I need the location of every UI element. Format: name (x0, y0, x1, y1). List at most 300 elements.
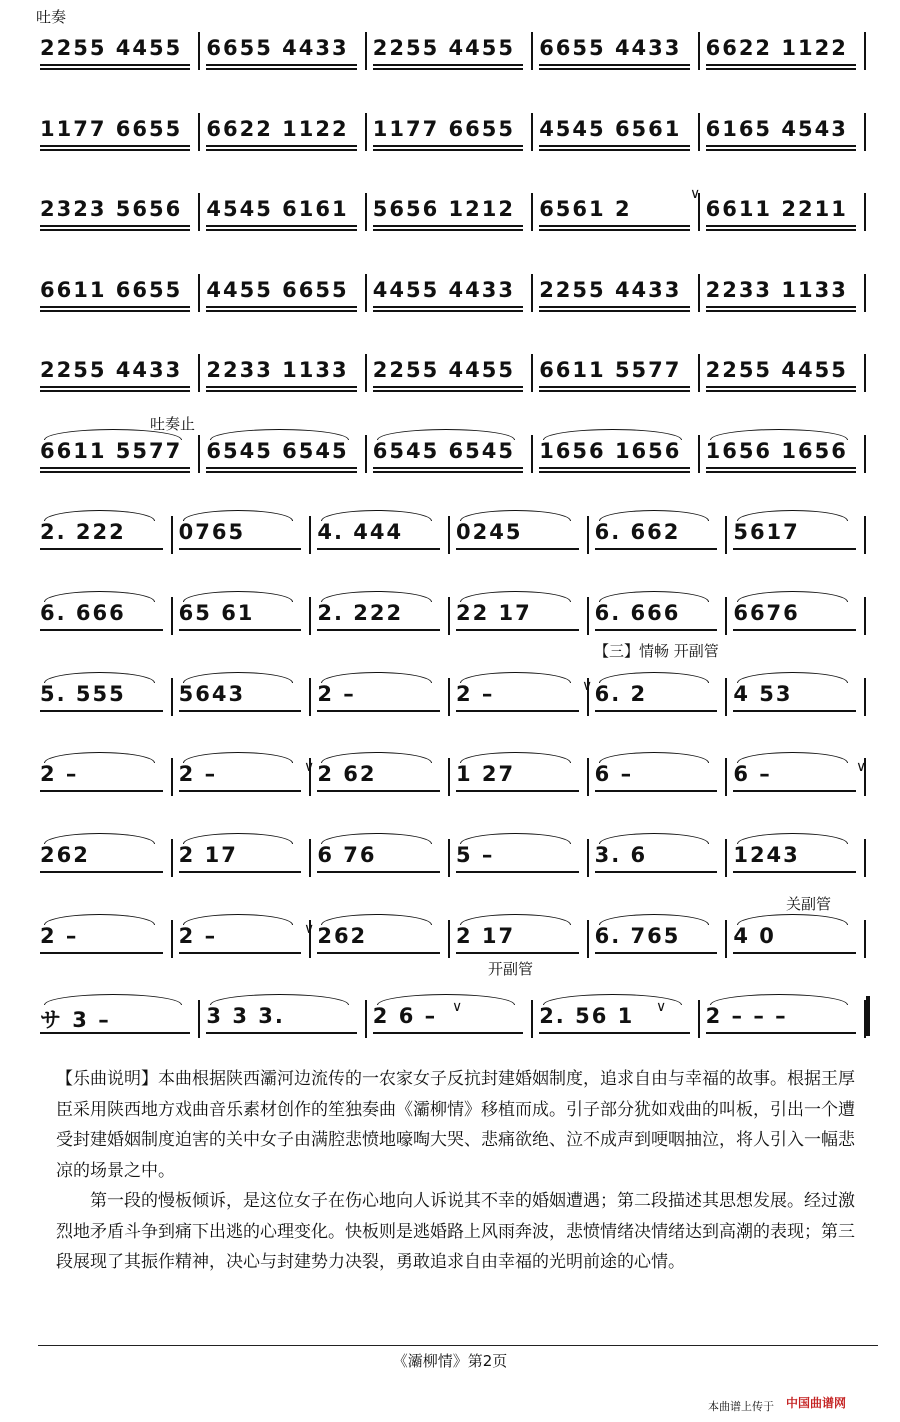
beam-line (733, 548, 856, 550)
measure-notes: 6655 4433 (206, 36, 349, 60)
beam-line (317, 710, 440, 712)
barline (698, 113, 700, 151)
measure-notes: 2 – (40, 762, 79, 786)
measure-notes: 2233 1133 (206, 358, 349, 382)
section-three-marking: 【三】情畅 开副管 (594, 642, 719, 660)
barline (365, 193, 367, 231)
beam-line (373, 229, 523, 231)
beam-line (40, 310, 190, 312)
beam-line (40, 68, 190, 70)
slur-mark (44, 914, 155, 925)
measure-notes: 6561 2 (539, 197, 632, 221)
barline (864, 274, 866, 312)
measure-notes: 6655 4433 (539, 36, 682, 60)
beam-line (40, 225, 190, 227)
beam-line (317, 952, 440, 954)
barline (531, 113, 533, 151)
barline (309, 516, 311, 554)
beam-line (179, 629, 302, 631)
barline (171, 516, 173, 554)
slur-mark (737, 752, 848, 763)
breath-mark: ∨ (690, 186, 701, 202)
measure-notes: 4 0 (733, 924, 776, 948)
beam-line (40, 467, 190, 469)
beam-line (373, 467, 523, 469)
barline (725, 516, 727, 554)
beam-line (539, 306, 689, 308)
beam-line (373, 306, 523, 308)
slur-mark (183, 914, 294, 925)
barline (587, 516, 589, 554)
barline (864, 597, 866, 635)
beam-line (456, 710, 579, 712)
beam-line (206, 310, 356, 312)
measure-notes: 6622 1122 (206, 117, 349, 141)
barline (864, 435, 866, 473)
slur-mark (599, 752, 710, 763)
barline (864, 32, 866, 70)
barline (198, 113, 200, 151)
beam-line (456, 548, 579, 550)
beam-line (539, 229, 689, 231)
slur-mark (710, 429, 848, 440)
measure-notes: 2 62 (317, 762, 377, 786)
measure-notes: 6611 6655 (40, 278, 183, 302)
slur-mark (543, 429, 681, 440)
breath-mark: ∨ (304, 921, 315, 937)
measure-notes: 4 53 (733, 682, 793, 706)
beam-line (206, 149, 356, 151)
beam-line (206, 467, 356, 469)
beam-line (40, 390, 190, 392)
beam-line (706, 229, 856, 231)
measure-notes: 6165 4543 (705, 117, 848, 141)
beam-line (706, 68, 856, 70)
music-description (56, 1064, 856, 1278)
beam-line (373, 390, 523, 392)
beam-line (539, 471, 689, 473)
beam-line (206, 64, 356, 66)
beam-line (733, 710, 856, 712)
beam-line (733, 871, 856, 873)
measure-notes: 6611 5577 (40, 439, 183, 463)
measure-notes: 6 – (594, 762, 634, 786)
beam-line (373, 1032, 523, 1034)
measure-notes: 2 – (456, 682, 495, 706)
footer-divider (38, 1345, 878, 1346)
beam-line (179, 548, 302, 550)
beam-line (733, 952, 856, 954)
measure-notes: 6622 1122 (705, 36, 848, 60)
measure-notes: 1656 1656 (705, 439, 848, 463)
beam-line (40, 471, 190, 473)
measure-notes: 22 17 (456, 601, 532, 625)
measure-notes: 6 76 (317, 843, 377, 867)
beam-line (40, 306, 190, 308)
barline (864, 839, 866, 877)
measure-notes: 6611 5577 (539, 358, 682, 382)
measure-notes: 6545 6545 (206, 439, 349, 463)
beam-line (456, 952, 579, 954)
measure-notes: 6. 2 (594, 682, 648, 706)
slur-mark (44, 833, 155, 844)
beam-line (317, 871, 440, 873)
measure-notes: 2. 56 1 (539, 1004, 635, 1028)
slur-mark (183, 833, 294, 844)
beam-line (206, 1032, 356, 1034)
description-paragraph-1: 本曲根据陕西灞河边流传的一农家女子反抗封建婚姻制度，追求自由与幸福的故事。根据王厚臣采用陕西地方戏曲音乐素材创作的笙独奏曲《灞柳情》移植而成。引子部分犹如戏曲的叫板，引出一个遭受封建婚姻制度迫害的关中女子由满腔悲愤地嚎啕大哭、悲痛欲绝、泣不成声到哽咽抽泣，将人引入一幅悲凉的场景之中。 (56, 1069, 855, 1181)
beam-line (539, 68, 689, 70)
beam-line (40, 229, 190, 231)
beam-line (206, 306, 356, 308)
beam-line (373, 471, 523, 473)
beam-line (206, 145, 356, 147)
beam-line (179, 710, 302, 712)
final-barline (866, 996, 870, 1036)
slur-mark (44, 672, 155, 683)
breath-mark: ∨ (856, 759, 867, 775)
beam-line (179, 871, 302, 873)
beam-line (373, 68, 523, 70)
measure-notes: 6 – (733, 762, 772, 786)
measure-notes: 2323 5656 (40, 197, 183, 221)
barline (448, 678, 450, 716)
barline (725, 597, 727, 635)
measure-notes: 6. 666 (40, 601, 126, 625)
beam-line (595, 790, 718, 792)
beam-line (706, 225, 856, 227)
slur-mark (737, 833, 848, 844)
measure-notes: 2255 4433 (40, 358, 183, 382)
barline (198, 193, 200, 231)
measure-notes: 2233 1133 (705, 278, 848, 302)
barline (864, 920, 866, 958)
measure-notes: 2 17 (178, 843, 238, 867)
barline (365, 435, 367, 473)
barline (698, 32, 700, 70)
beam-line (706, 310, 856, 312)
measure-notes: 262 (317, 924, 368, 948)
beam-line (456, 629, 579, 631)
breath-mark: ∨ (656, 999, 667, 1015)
slur-mark (599, 833, 710, 844)
slur-mark (183, 672, 294, 683)
beam-line (206, 225, 356, 227)
beam-line (40, 952, 163, 954)
beam-line (206, 390, 356, 392)
barline (198, 435, 200, 473)
barline (864, 113, 866, 151)
barline (587, 758, 589, 796)
measure-notes: 2. 222 (317, 601, 404, 625)
slur-mark (737, 591, 848, 602)
beam-line (706, 1032, 856, 1034)
tutou-stop-marking: 吐奏止 (150, 415, 196, 433)
slur-mark (44, 752, 155, 763)
upload-note: 本曲谱上传于 (708, 1400, 774, 1413)
beam-line (456, 790, 579, 792)
beam-line (206, 386, 356, 388)
beam-line (179, 952, 302, 954)
beam-line (373, 386, 523, 388)
slur-mark (710, 994, 848, 1005)
beam-line (40, 790, 163, 792)
barline (309, 839, 311, 877)
beam-line (206, 68, 356, 70)
beam-line (706, 467, 856, 469)
beam-line (40, 710, 163, 712)
measure-notes: 4455 6655 (206, 278, 349, 302)
barline (531, 1000, 533, 1038)
measure-notes: 3 3 3. (206, 1004, 285, 1028)
slur-mark (44, 994, 182, 1005)
beam-line (595, 629, 718, 631)
beam-line (317, 548, 440, 550)
measure-notes: 4455 4433 (372, 278, 516, 302)
beam-line (706, 386, 856, 388)
beam-line (317, 790, 440, 792)
slur-mark (460, 510, 571, 521)
barline (171, 597, 173, 635)
barline (365, 354, 367, 392)
beam-line (539, 145, 689, 147)
beam-line (179, 790, 302, 792)
beam-line (706, 145, 856, 147)
measure-notes: 65 61 (178, 601, 255, 625)
measure-notes: サ 3 – (40, 1008, 111, 1032)
beam-line (539, 310, 689, 312)
slur-mark (44, 429, 182, 440)
barline (531, 193, 533, 231)
beam-line (206, 471, 356, 473)
slur-mark (321, 591, 432, 602)
beam-line (40, 149, 190, 151)
beam-line (373, 225, 523, 227)
barline (864, 516, 866, 554)
barline (171, 678, 173, 716)
measure-notes: 2 – (178, 924, 218, 948)
slur-mark (460, 672, 571, 683)
page-footer-title: 《灞柳情》第2页 (392, 1352, 508, 1370)
beam-line (539, 467, 689, 469)
barline (198, 274, 200, 312)
barline (531, 435, 533, 473)
measure-notes: 6545 6545 (372, 439, 516, 463)
beam-line (595, 871, 718, 873)
barline (198, 354, 200, 392)
beam-line (539, 64, 689, 66)
beam-line (733, 629, 856, 631)
measure-notes: 4. 444 (317, 520, 404, 544)
tutou-marking: 吐奏 (36, 8, 67, 26)
beam-line (595, 710, 718, 712)
beam-line (539, 149, 689, 151)
measure-notes: 1243 (733, 843, 800, 867)
barline (309, 678, 311, 716)
measure-notes: 6. 765 (594, 924, 681, 948)
measure-notes: 6. 662 (594, 520, 681, 544)
beam-line (206, 229, 356, 231)
barline (698, 274, 700, 312)
barline (725, 678, 727, 716)
slur-mark (44, 591, 155, 602)
beam-line (40, 1032, 190, 1034)
measure-notes: 6676 (733, 601, 800, 625)
measure-notes: 2 17 (456, 924, 516, 948)
slur-mark (599, 914, 710, 925)
measure-notes: 5. 555 (40, 682, 126, 706)
beam-line (317, 629, 440, 631)
slur-mark (183, 510, 294, 521)
description-paragraph-2: 第一段的慢板倾诉，是这位女子在伤心地向人诉说其不幸的婚姻遭遇；第二段描述其思想发展。经过激烈地矛盾斗争到痛下出逃的心理变化。快板则是逃婚路上风雨奔波，悲愤情绪决情绪达到高潮的表现；第三段展现了其振作精神，决心与封建势力决裂，勇敢追求自由幸福的光明前途的心情。 (56, 1191, 855, 1272)
beam-line (373, 149, 523, 151)
barline (448, 597, 450, 635)
open-sub-pipe-marking: 开副管 (488, 960, 534, 978)
barline (365, 113, 367, 151)
beam-line (40, 871, 163, 873)
measure-notes: 5656 1212 (372, 197, 516, 221)
beam-line (40, 64, 190, 66)
measure-notes: 4545 6161 (206, 197, 349, 221)
beam-line (539, 1032, 689, 1034)
slur-mark (321, 672, 432, 683)
measure-notes: 5643 (178, 682, 246, 706)
breath-mark: ∨ (304, 759, 315, 775)
measure-notes: 2255 4455 (40, 36, 183, 60)
barline (365, 32, 367, 70)
slur-mark (599, 510, 710, 521)
slur-mark (321, 833, 432, 844)
measure-notes: 2 – (40, 924, 79, 948)
measure-notes: 0765 (178, 520, 246, 544)
slur-mark (737, 672, 848, 683)
barline (448, 839, 450, 877)
barline (448, 758, 450, 796)
barline (864, 354, 866, 392)
measure-notes: 2255 4455 (372, 358, 516, 382)
beam-line (40, 548, 163, 550)
beam-line (539, 386, 689, 388)
beam-line (40, 629, 163, 631)
beam-line (373, 310, 523, 312)
measure-notes: 262 (40, 843, 90, 867)
barline (309, 597, 311, 635)
beam-line (706, 64, 856, 66)
slur-mark (460, 591, 571, 602)
description-heading: 【乐曲说明】 (56, 1069, 158, 1089)
barline (587, 920, 589, 958)
measure-notes: 2255 4455 (372, 36, 516, 60)
barline (587, 597, 589, 635)
measure-notes: 1177 6655 (372, 117, 516, 141)
measure-notes: 2 – (317, 682, 356, 706)
slur-mark (210, 994, 348, 1005)
slur-mark (737, 510, 848, 521)
beam-line (40, 145, 190, 147)
slur-mark (183, 752, 294, 763)
barline (725, 758, 727, 796)
barline (171, 920, 173, 958)
measure-notes: 1177 6655 (40, 117, 183, 141)
slur-mark (377, 994, 515, 1005)
measure-notes: 5617 (733, 520, 800, 544)
measure-notes: 2. 222 (40, 520, 126, 544)
slur-mark (321, 510, 432, 521)
measure-notes: 2 – (178, 762, 218, 786)
site-logo: 中国曲谱网 (786, 1396, 847, 1410)
barline (171, 839, 173, 877)
barline (698, 435, 700, 473)
barline (531, 32, 533, 70)
measure-notes: 6. 666 (594, 601, 681, 625)
slur-mark (44, 510, 155, 521)
measure-notes: 1656 1656 (539, 439, 682, 463)
beam-line (40, 386, 190, 388)
slur-mark (321, 914, 432, 925)
beam-line (456, 871, 579, 873)
measure-notes: 2 6 – (372, 1004, 438, 1028)
slur-mark (321, 752, 432, 763)
close-sub-pipe-marking: 关副管 (786, 895, 832, 913)
measure-notes: 1 27 (456, 762, 516, 786)
beam-line (539, 225, 689, 227)
slur-mark (599, 672, 710, 683)
barline (864, 678, 866, 716)
measure-notes: 2255 4455 (705, 358, 848, 382)
breath-mark: ∨ (582, 678, 593, 694)
barline (698, 354, 700, 392)
measure-notes: 4545 6561 (539, 117, 682, 141)
beam-line (539, 390, 689, 392)
beam-line (706, 471, 856, 473)
measure-notes: 2 – – – (705, 1004, 788, 1028)
barline (725, 839, 727, 877)
slur-mark (460, 752, 571, 763)
barline (531, 354, 533, 392)
measure-notes: 5 – (456, 843, 495, 867)
barline (365, 274, 367, 312)
barline (698, 1000, 700, 1038)
measure-notes: 6611 2211 (705, 197, 848, 221)
barline (448, 920, 450, 958)
barline (448, 516, 450, 554)
barline (171, 758, 173, 796)
barline (365, 1000, 367, 1038)
slur-mark (460, 833, 571, 844)
measure-notes: 2255 4433 (539, 278, 682, 302)
measure-notes: 3. 6 (594, 843, 648, 867)
breath-mark: ∨ (452, 999, 463, 1015)
beam-line (706, 390, 856, 392)
barline (864, 193, 866, 231)
beam-line (595, 548, 718, 550)
slur-mark (460, 914, 571, 925)
beam-line (733, 790, 856, 792)
barline (198, 32, 200, 70)
slur-mark (377, 429, 515, 440)
beam-line (373, 64, 523, 66)
beam-line (706, 306, 856, 308)
beam-line (373, 145, 523, 147)
slur-mark (737, 914, 848, 925)
barline (725, 920, 727, 958)
beam-line (595, 952, 718, 954)
slur-mark (183, 591, 294, 602)
measure-notes: 0245 (456, 520, 523, 544)
barline (531, 274, 533, 312)
slur-mark (599, 591, 710, 602)
barline (587, 839, 589, 877)
